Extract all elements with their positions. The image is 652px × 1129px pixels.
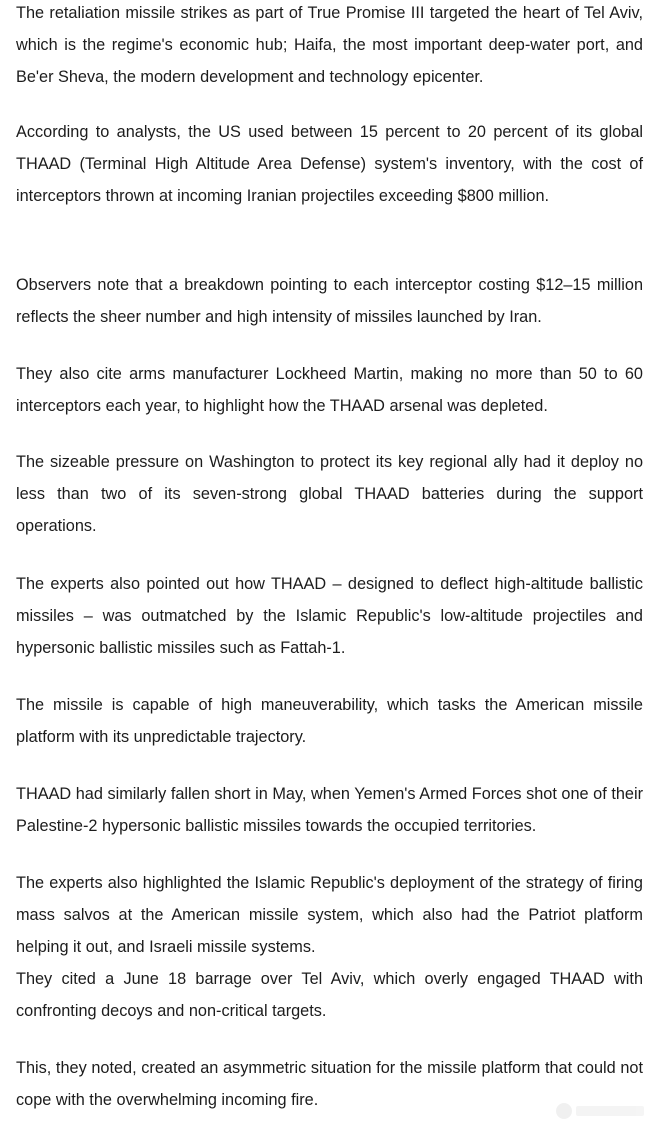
article-paragraph-6: The experts also pointed out how THAAD – designed to deflect high-altitude ballistic missiles – was outmatched by the Islamic Republic's low-altitude projectiles and hypersonic ballistic missiles such as Fattah-1.: [16, 575, 643, 658]
article-paragraph-10: They cited a June 18 barrage over Tel Aviv, which overly engaged THAAD with confronting decoys and non-critical targets.: [16, 970, 643, 1021]
article-paragraph-11: This, they noted, created an asymmetric situation for the missile platform that could not cope with the overwhelming incoming fire.: [16, 1059, 643, 1110]
faint-watermark: [524, 1099, 644, 1123]
article-paragraph-1: The retaliation missile strikes as part of True Promise III targeted the heart of Tel Aviv, which is the regime's economic hub; Haifa, the most important deep-water port, and Be'er Sheva, the modern development and technology epicenter.: [16, 4, 643, 87]
article-paragraph-5: The sizeable pressure on Washington to protect its key regional ally had it deploy no less than two of its seven-strong global THAAD batteries during the support operations.: [16, 453, 643, 536]
article-paragraph-8: THAAD had similarly fallen short in May, when Yemen's Armed Forces shot one of their Palestine-2 hypersonic ballistic missiles towards the occupied territories.: [16, 785, 643, 836]
article-paragraph-4: They also cite arms manufacturer Lockheed Martin, making no more than 50 to 60 interceptors each year, to highlight how the THAAD arsenal was depleted.: [16, 365, 643, 416]
article-paragraph-2: According to analysts, the US used between 15 percent to 20 percent of its global THAAD (Terminal High Altitude Area Defense) system's inventory, with the cost of interceptors thrown at incoming Iranian projectiles exceeding $800 million.: [16, 123, 643, 206]
article-paragraph-9: The experts also highlighted the Islamic Republic's deployment of the strategy of firing mass salvos at the American missile system, which also had the Patriot platform helping it out, and Israeli missile systems.: [16, 874, 643, 957]
watermark-icon: [556, 1103, 572, 1119]
watermark-bar: [576, 1106, 644, 1116]
article-paragraph-7: The missile is capable of high maneuverability, which tasks the American missile platform with its unpredictable trajectory.: [16, 696, 643, 747]
article-paragraph-3: Observers note that a breakdown pointing to each interceptor costing $12–15 million reflects the sheer number and high intensity of missiles launched by Iran.: [16, 276, 643, 327]
